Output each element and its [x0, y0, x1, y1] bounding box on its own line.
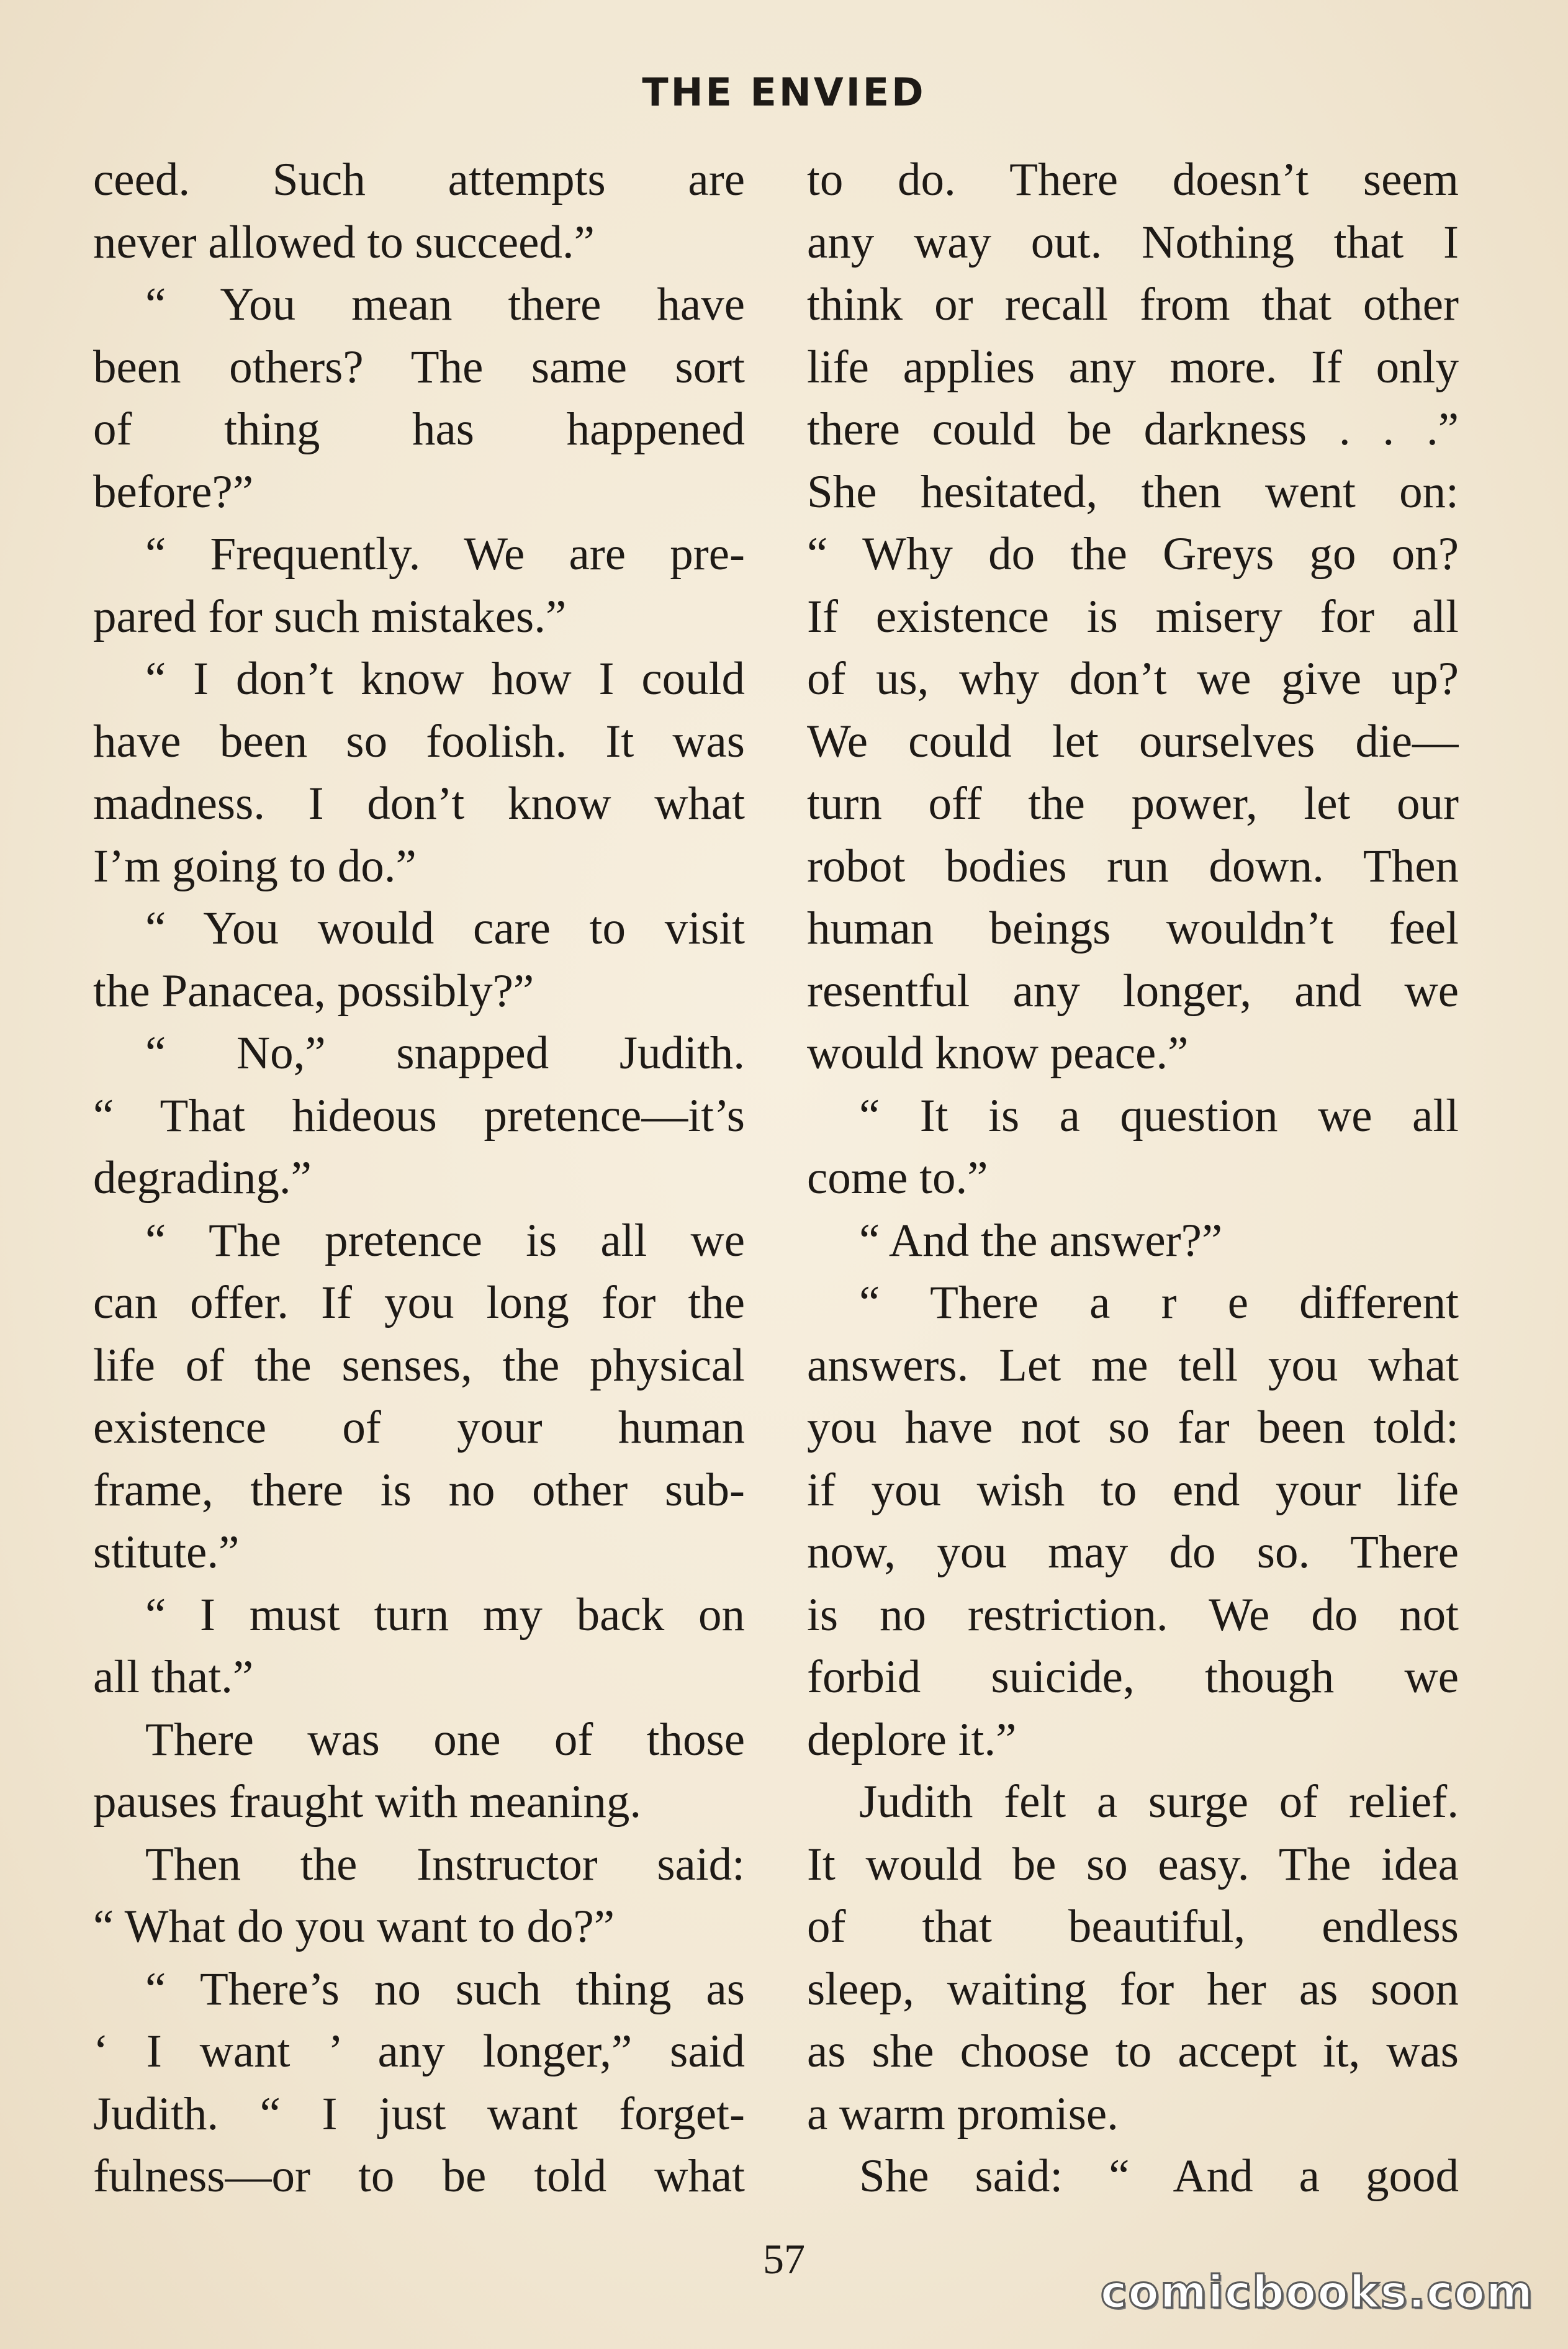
left-text-column	[93, 149, 745, 2208]
text-line: existence of your human	[93, 1402, 745, 1453]
text-line: come to.”	[807, 1152, 988, 1204]
text-line: “ There a r e different	[859, 1277, 1459, 1328]
text-line: “ That hideous pretence—it’s	[93, 1089, 745, 1142]
text-line: “ Frequently. We are pre-	[145, 528, 745, 580]
text-line: We could let ourselves die—	[807, 715, 1459, 767]
text-line: forbid suicide, though we	[807, 1651, 1459, 1703]
text-line: you have not so far been told:	[807, 1402, 1459, 1453]
text-line: ‘ I want ’ any longer,” said	[93, 2026, 745, 2077]
text-line: “ There’s no such thing as	[145, 1963, 745, 2015]
text-line: turn off the power, let our	[807, 778, 1459, 829]
text-line: sleep, waiting for her as soon	[807, 1963, 1459, 2015]
text-line: as she choose to accept it, was	[807, 2026, 1459, 2077]
text-line: “ I must turn my back on	[145, 1589, 745, 1641]
text-line: of that beautiful, endless	[807, 1901, 1459, 1952]
text-line: “ I don’t know how I could	[145, 653, 745, 705]
text-line: If existence is misery for all	[807, 590, 1459, 642]
text-line: is no restriction. We do not	[807, 1589, 1459, 1641]
text-line: think or recall from that other	[807, 279, 1459, 330]
text-line: “ The pretence is all we	[145, 1214, 745, 1266]
text-line: been others? The same sort	[93, 341, 745, 393]
text-line: I’m going to do.”	[93, 840, 417, 892]
text-line: She said: “ And a good	[859, 2150, 1459, 2202]
text-line: ceed. Such attempts are	[93, 154, 745, 205]
text-line: fulness—or to be told what	[93, 2150, 745, 2202]
page-number: 57	[763, 2235, 805, 2283]
text-line: “ And the answer?”	[859, 1214, 1223, 1266]
text-line: resentful any longer, and we	[807, 965, 1459, 1017]
text-line: pared for such mistakes.”	[93, 590, 567, 642]
running-header: THE ENVIED	[642, 70, 926, 115]
text-line: there could be darkness . . .”	[807, 404, 1459, 455]
text-line: “ It is a question we all	[859, 1089, 1459, 1142]
text-line: answers. Let me tell you what	[807, 1339, 1459, 1391]
text-line: “ Why do the Greys go on?	[807, 528, 1459, 580]
text-line: life of the senses, the physical	[93, 1339, 745, 1391]
text-line: the Panacea, possibly?”	[93, 965, 534, 1017]
right-text-column	[807, 149, 1459, 2208]
text-line: have been so foolish. It was	[93, 715, 745, 767]
text-line: can offer. If you long for the	[93, 1277, 745, 1328]
text-line: if you wish to end your life	[807, 1464, 1459, 1516]
text-line: now, you may do so. There	[807, 1526, 1459, 1578]
text-line: any way out. Nothing that I	[807, 216, 1459, 268]
text-line: all that.”	[93, 1651, 254, 1703]
text-line: Judith. “ I just want forget-	[93, 2088, 745, 2140]
watermark-logo: comicbooks.com	[1100, 2266, 1534, 2318]
text-line: to do. There doesn’t seem	[807, 154, 1459, 205]
text-line: “ No,” snapped Judith.	[145, 1027, 745, 1079]
text-line: would know peace.”	[807, 1027, 1189, 1079]
text-line: robot bodies run down. Then	[807, 840, 1459, 892]
text-line: Then the Instructor said:	[145, 1838, 745, 1890]
text-line: of thing has happened	[93, 404, 745, 455]
text-line: Judith felt a surge of relief.	[859, 1776, 1459, 1828]
text-line: “ You mean there have	[145, 279, 745, 330]
text-line: human beings wouldn’t feel	[807, 903, 1459, 954]
text-line: deplore it.”	[807, 1713, 1017, 1765]
text-line: never allowed to succeed.”	[93, 216, 595, 268]
text-line: life applies any more. If only	[807, 341, 1459, 393]
text-line: There was one of those	[145, 1713, 745, 1765]
text-line: stitute.”	[93, 1526, 240, 1578]
text-line: a warm promise.	[807, 2088, 1119, 2140]
text-line: before?”	[93, 466, 254, 518]
text-line: frame, there is no other sub-	[93, 1464, 745, 1516]
text-line: She hesitated, then went on:	[807, 466, 1459, 518]
text-line: “ You would care to visit	[145, 903, 745, 954]
text-line: of us, why don’t we give up?	[807, 653, 1459, 705]
text-line: It would be so easy. The idea	[807, 1838, 1459, 1890]
text-line: “ What do you want to do?”	[93, 1901, 615, 1952]
text-line: pauses fraught with meaning.	[93, 1776, 642, 1828]
text-line: degrading.”	[93, 1152, 312, 1204]
text-line: madness. I don’t know what	[93, 778, 745, 829]
